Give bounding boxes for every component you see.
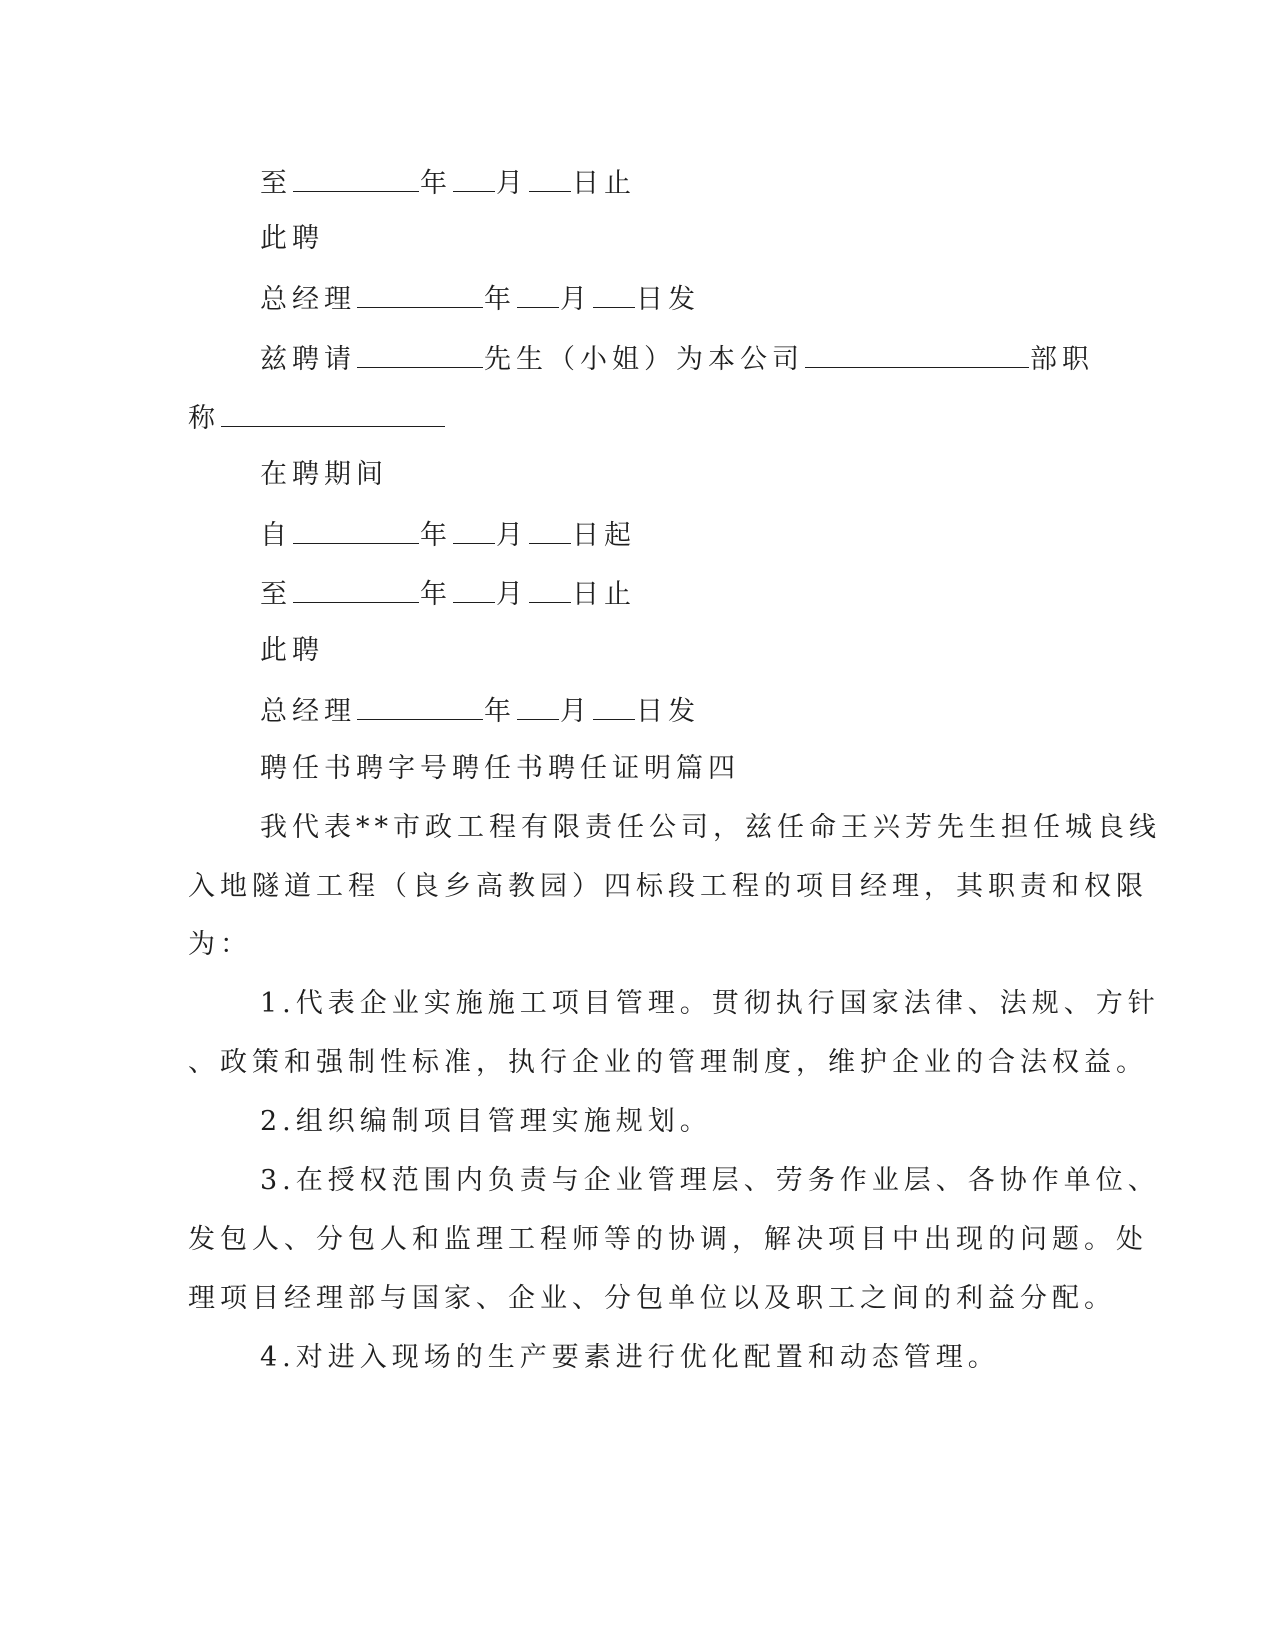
label-month: 月 [496,520,528,551]
form-line-end-date [260,161,636,201]
paragraph-line: 2.组织编制项目管理实施规划。 [260,1106,712,1137]
label-day-issued: 日发 [636,284,700,315]
form-line-start-date [260,513,636,553]
label-day-end: 日止 [572,579,636,610]
label-general-manager: 总经理 [260,696,356,727]
label-general-manager: 总经理 [260,284,356,315]
day-blank [529,161,571,192]
paragraph-line: 4.对进入现场的生产要素进行优化配置和动态管理。 [260,1342,1000,1373]
section-heading: 聘任书聘字号聘任书聘任证明篇四 [260,753,740,784]
label-department-position: 部职 [1030,344,1094,375]
text-line: 此聘 [260,223,324,254]
label-year: 年 [484,284,516,315]
label-hire: 兹聘请 [260,344,356,375]
day-blank [529,572,571,603]
paragraph-line: 我代表**市政工程有限责任公司，兹任命王兴芳先生担任城良线 [260,812,1161,843]
form-line-issued [260,277,700,317]
label-title: 称 [188,403,220,434]
month-blank [453,513,495,544]
paragraph-line: 、政策和强制性标准，执行企业的管理制度，维护企业的合法权益。 [188,1047,1148,1078]
label-year: 年 [420,520,452,551]
label-month: 月 [496,579,528,610]
label-to: 至 [260,168,292,199]
year-blank [293,572,419,603]
paragraph-line: 发包人、分包人和监理工程师等的协调，解决项目中出现的问题。处 [188,1224,1148,1255]
name-blank [357,337,483,368]
year-blank [293,513,419,544]
label-day-issued: 日发 [636,696,700,727]
label-year: 年 [420,168,452,199]
year-blank [293,161,419,192]
form-line-issued [260,689,700,729]
text-line: 在聘期间 [260,459,388,490]
paragraph-line: 理项目经理部与国家、企业、分包单位以及职工之间的利益分配。 [188,1283,1116,1314]
month-blank [453,572,495,603]
label-sir-madam: 先生（小姐）为本公司 [484,344,804,375]
label-year: 年 [484,696,516,727]
paragraph-line: 为： [188,929,252,960]
title-blank [221,396,445,427]
form-line-title [188,396,446,436]
paragraph-line: 入地隧道工程（良乡高教园）四标段工程的项目经理，其职责和权限 [188,871,1148,902]
label-day-end: 日止 [572,168,636,199]
label-month: 月 [560,284,592,315]
text-line: 此聘 [260,635,324,666]
day-blank [529,513,571,544]
month-blank [517,689,559,720]
paragraph-line: 3.在授权范围内负责与企业管理层、劳务作业层、各协作单位、 [260,1165,1160,1196]
day-blank [593,277,635,308]
label-to: 至 [260,579,292,610]
signature-blank [357,277,483,308]
day-blank [593,689,635,720]
month-blank [453,161,495,192]
label-month: 月 [496,168,528,199]
form-line-appoint [260,337,1094,377]
department-blank [805,337,1029,368]
month-blank [517,277,559,308]
label-year: 年 [420,579,452,610]
label-from: 自 [260,520,292,551]
label-month: 月 [560,696,592,727]
paragraph-line: 1.代表企业实施施工项目管理。贯彻执行国家法律、法规、方针 [260,988,1160,1019]
label-day-start: 日起 [572,520,636,551]
form-line-end-date [260,572,636,612]
signature-blank [357,689,483,720]
